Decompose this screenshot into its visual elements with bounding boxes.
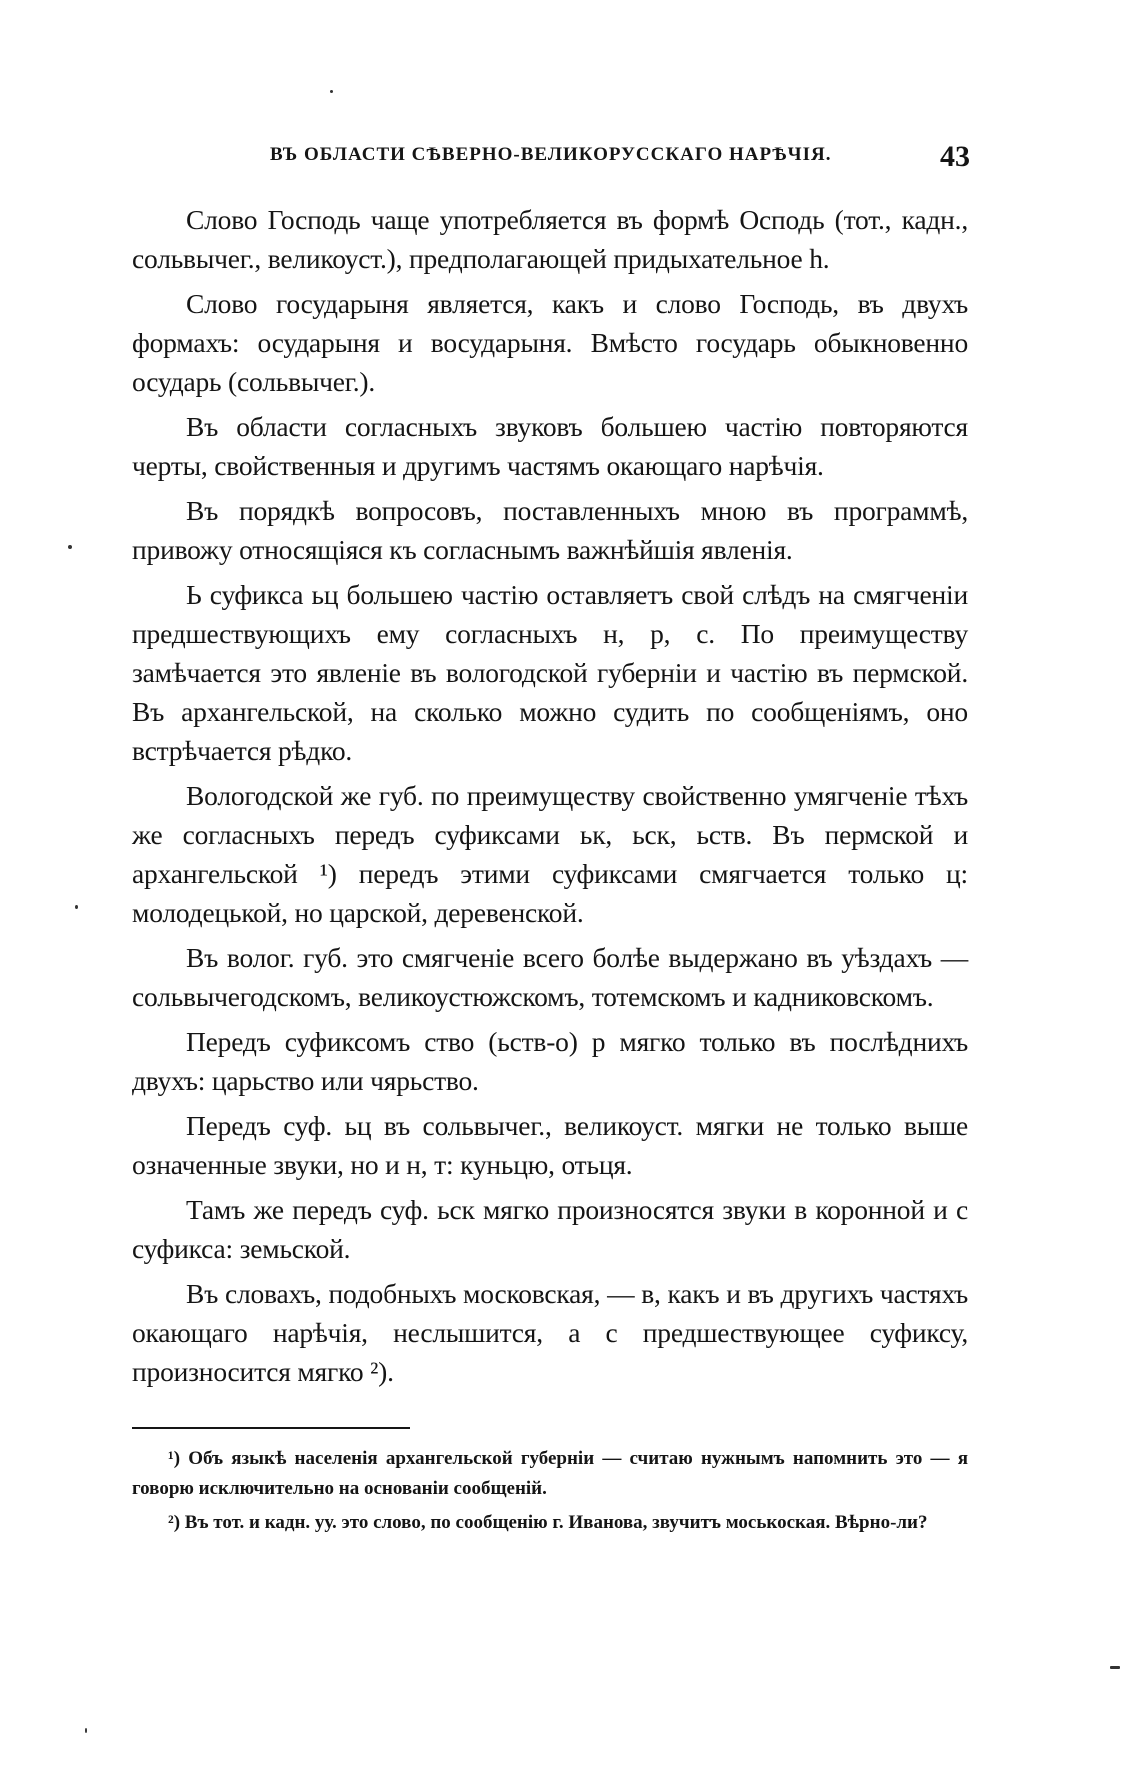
footnotes: [132, 1444, 968, 1542]
paragraph: Слово государыня является, какъ и слово Господь, въ двухъ формахъ: осударыня и восударыня. Вмѣсто государь обыкновенно осударь (сольвычег.).: [132, 288, 968, 397]
scan-speck: [75, 905, 78, 909]
footnote: ²) Въ тот. и кадн. уу. это слово, по сообщенію г. Иванова, звучитъ моськоская. Вѣрно-ли?: [168, 1512, 928, 1533]
running-title: ВЪ ОБЛАСТИ СѢВЕРНО-ВЕЛИКОРУССКАГО НАРѢЧІЯ.: [270, 144, 832, 165]
scan-speck: [1110, 1666, 1120, 1669]
paragraph: Въ порядкѣ вопросовъ, поставленныхъ мною въ программѣ, привожу относящіяся къ согласнымъ важнѣйшія явленія.: [132, 495, 968, 565]
running-header: [270, 140, 970, 174]
paragraph: Вологодской же губ. по преимуществу свойственно умягченіе тѣхъ же согласныхъ передъ суфиксами ьк, ьск, ьств. Въ пермской и архангельской ¹) передъ этими суфиксами смягчается только ц: молодецькой, но царской, деревенской.: [132, 780, 968, 928]
footnote-divider: [132, 1427, 410, 1429]
page-number: 43: [940, 140, 970, 173]
body-text: [132, 200, 968, 1397]
scan-speck: [85, 1728, 87, 1733]
paragraph: Слово Господь чаще употребляется въ формѣ Осподь (тот., кадн., сольвычег., великоуст.), предполагающей придыхательное h.: [132, 204, 968, 274]
scan-speck: [330, 90, 333, 93]
paragraph: Тамъ же передъ суф. ьск мягко произносятся звуки в коронной и с суфикса: земьской.: [132, 1194, 968, 1264]
paragraph: Передъ суф. ьц въ сольвычег., великоуст. мягки не только выше означенные звуки, но и н, т: куньцю, отьця.: [132, 1110, 968, 1180]
paragraph: Въ словахъ, подобныхъ московская, — в, какъ и въ другихъ частяхъ окающаго нарѣчія, неслышится, а с предшествующее суфиксу, произносится мягко ²).: [132, 1278, 968, 1387]
scan-speck: [68, 545, 72, 549]
paragraph: Ь суфикса ьц большею частію оставляетъ свой слѣдъ на смягченіи предшествующихъ ему согласныхъ н, р, с. По преимуществу замѣчается это явленіе въ вологодской губерніи и частію въ пермской. Въ архангельской, на сколько можно судить по сообщеніямъ, оно встрѣчается рѣдко.: [132, 579, 968, 766]
paragraph: Передъ суфиксомъ ство (ьств-о) р мягко только въ послѣднихъ двухъ: царьство или чярьство.: [132, 1026, 968, 1096]
paragraph: Въ волог. губ. это смягченіе всего болѣе выдержано въ уѣздахъ — сольвычегодскомъ, великоустюжскомъ, тотемскомъ и кадниковскомъ.: [132, 942, 968, 1012]
paragraph: Въ области согласныхъ звуковъ большею частію повторяются черты, свойственныя и другимъ частямъ окающаго нарѣчія.: [132, 411, 968, 481]
footnote: ¹) Объ языкѣ населенія архангельской губерніи — считаю нужнымъ напомнить это — я говорю исключительно на основаніи сообщеній.: [132, 1448, 968, 1499]
